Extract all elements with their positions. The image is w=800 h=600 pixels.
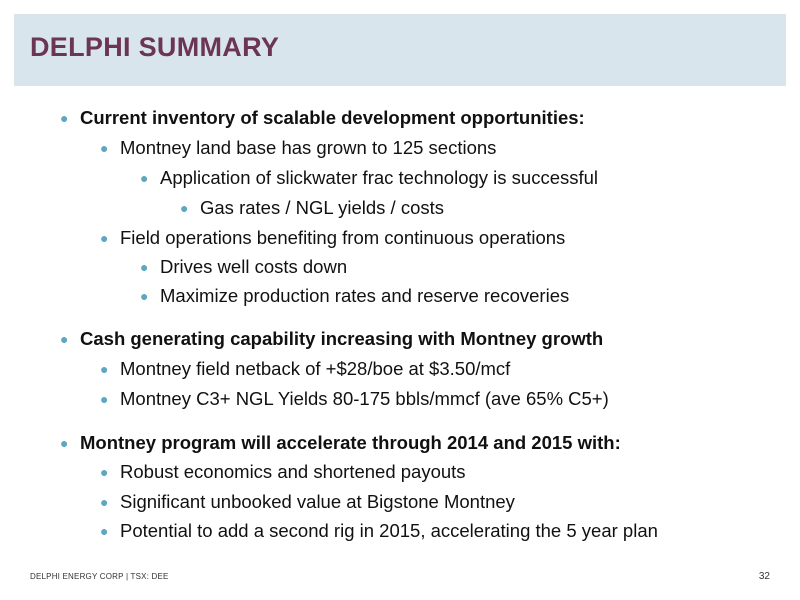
bullet-text: Maximize production rates and reserve recoveries <box>160 285 570 306</box>
bullet-text: Application of slickwater frac technology is successful <box>160 167 599 188</box>
bullet-text: Field operations benefiting from continuous operations <box>120 227 566 248</box>
bullet-text: Current inventory of scalable development opportunities: <box>80 107 585 128</box>
bullet-dot-icon: ● <box>60 110 69 126</box>
bullet-dot-icon: ● <box>180 200 189 216</box>
bullet-dot-icon: ● <box>100 494 109 510</box>
bullet-text: Cash generating capability increasing with Montney growth <box>80 328 604 349</box>
bullet-text: Montney program will accelerate through 2014 and 2015 with: <box>80 432 621 453</box>
bullet-item <box>60 328 604 350</box>
bullet-dot-icon: ● <box>140 288 149 304</box>
bullet-text: Montney C3+ NGL Yields 80-175 bbls/mmcf (ave 65% C5+) <box>120 388 609 409</box>
bullet-text: Drives well costs down <box>160 256 348 277</box>
bullet-dot-icon: ● <box>100 523 109 539</box>
bullet-text: Montney field netback of +$28/boe at $3.50/mcf <box>120 358 511 379</box>
bullet-item <box>100 137 497 159</box>
bullet-dot-icon: ● <box>100 391 109 407</box>
bullet-text: Gas rates / NGL yields / costs <box>200 197 445 218</box>
bullet-dot-icon: ● <box>60 331 69 347</box>
page-number: 32 <box>758 571 770 582</box>
bullet-dot-icon: ● <box>140 259 149 275</box>
bullet-dot-icon: ● <box>100 140 109 156</box>
bullet-dot-icon: ● <box>140 170 149 186</box>
bullet-item <box>60 432 621 454</box>
bullet-item <box>100 227 566 249</box>
bullet-item <box>100 388 609 410</box>
bullet-item <box>140 256 348 278</box>
bullet-item <box>60 107 585 129</box>
bullet-item <box>100 491 515 513</box>
bullet-text: Potential to add a second rig in 2015, accelerating the 5 year plan <box>120 520 658 541</box>
bullet-item <box>140 285 570 307</box>
bullet-item <box>100 358 511 380</box>
bullet-item <box>140 167 599 189</box>
bullet-dot-icon: ● <box>100 464 109 480</box>
footer-company: DELPHI ENERGY CORP | TSX: DEE <box>30 572 169 581</box>
bullet-text: Robust economics and shortened payouts <box>120 461 466 482</box>
bullet-item <box>180 197 445 219</box>
slide-title: DELPHI SUMMARY <box>30 32 280 62</box>
bullet-item <box>100 520 658 542</box>
bullet-text: Significant unbooked value at Bigstone Montney <box>120 491 515 512</box>
bullet-item <box>100 461 466 483</box>
bullet-dot-icon: ● <box>100 361 109 377</box>
bullet-text: Montney land base has grown to 125 sections <box>120 137 497 158</box>
bullet-dot-icon: ● <box>60 435 69 451</box>
bullet-dot-icon: ● <box>100 230 109 246</box>
